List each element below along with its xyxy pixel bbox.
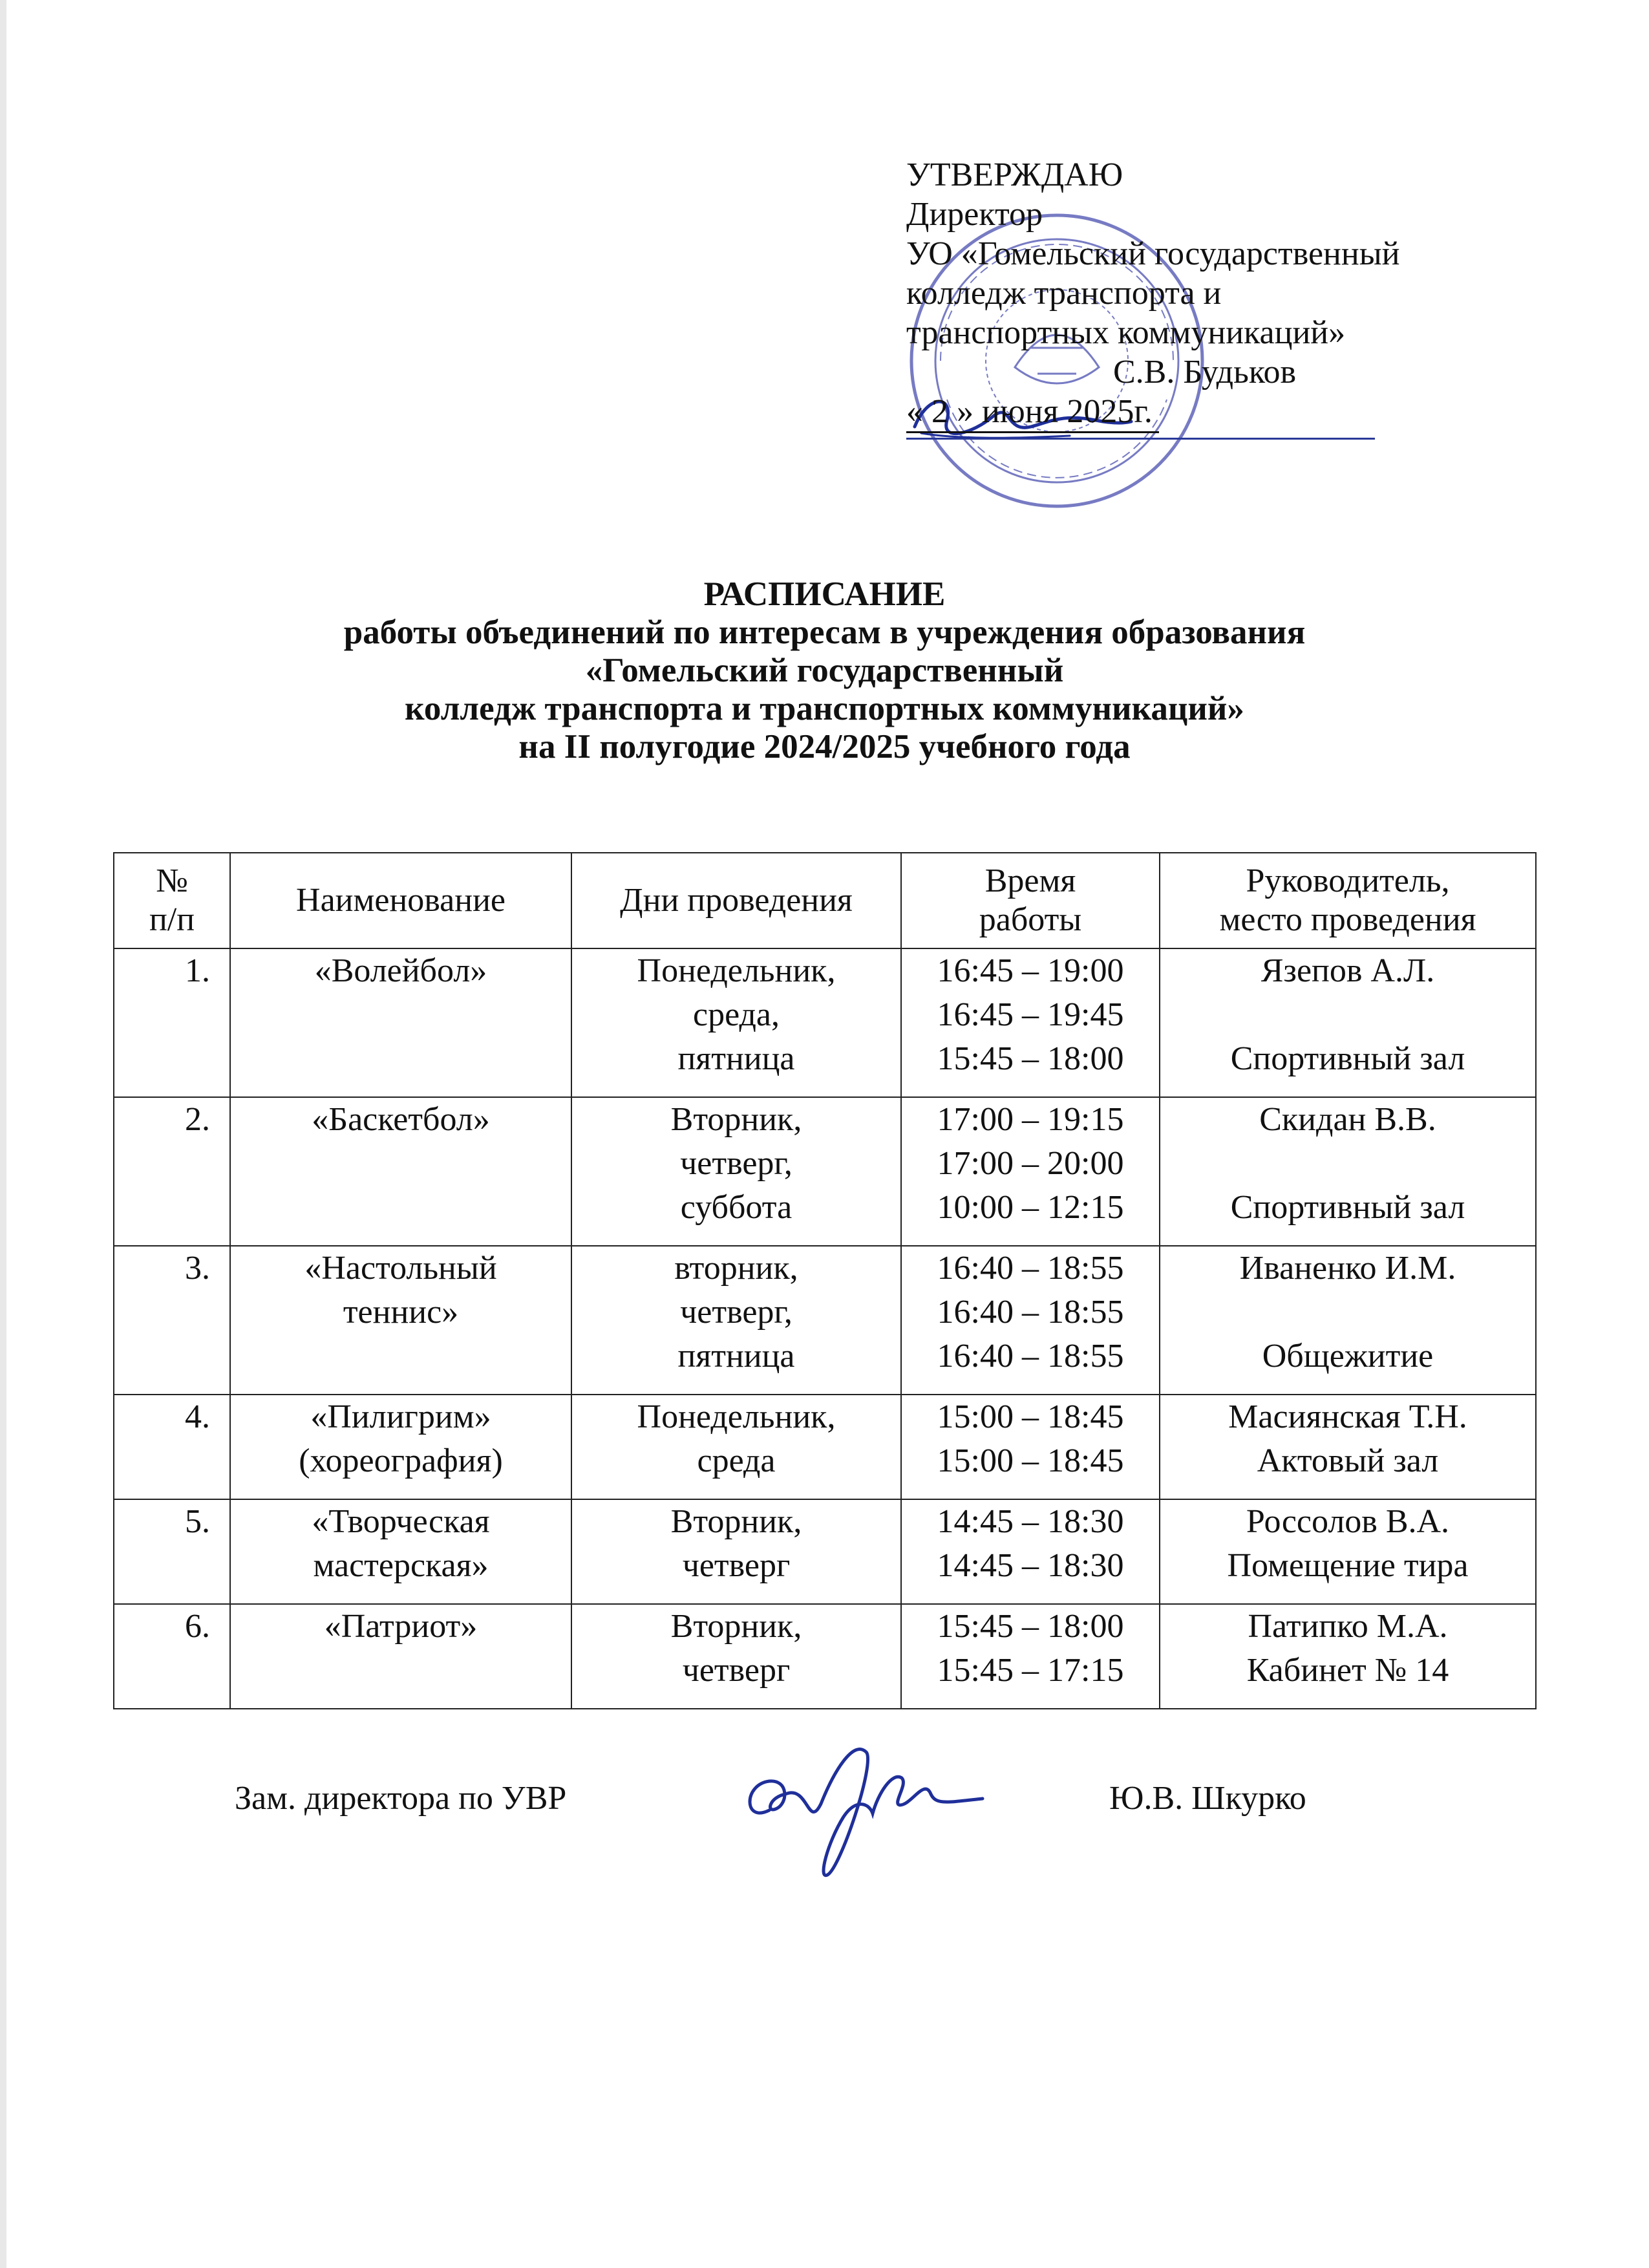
approval-position: Директор [906, 196, 1043, 233]
schedule-table [113, 852, 1537, 1709]
deputy-signature [730, 1733, 989, 1888]
cell-days: Вторник, четверг, суббота [571, 1097, 901, 1246]
approval-director-line [906, 352, 1566, 392]
cell-leader: Патипко М.А. Кабинет № 14 [1160, 1604, 1536, 1709]
director-signature-line [906, 438, 1375, 440]
title-line5: на II полугодие 2024/2025 учебного года [518, 728, 1131, 765]
cell-days: Понедельник, среда, пятница [571, 948, 901, 1097]
title-line2: работы объединений по интересам в учреждения образования [343, 614, 1306, 651]
cell-name: «Волейбол» [230, 948, 571, 1097]
cell-name: «Патриот» [230, 1604, 571, 1709]
title-line4: колледж транспорта и транспортных коммуникаций» [405, 690, 1244, 727]
cell-days: Вторник, четверг [571, 1604, 901, 1709]
scan-edge [0, 0, 6, 2268]
approval-date: « 2 » июня 2025г. [906, 392, 1159, 433]
cell-leader: Скидан В.В. Спортивный зал [1160, 1097, 1536, 1246]
cell-days: вторник, четверг, пятница [571, 1246, 901, 1395]
cell-num: 2. [114, 1097, 230, 1246]
header-num: № п/п [114, 853, 230, 948]
approval-heading: УТВЕРЖДАЮ [906, 156, 1123, 193]
approval-director-name: С.В. Будьков [1113, 354, 1297, 390]
approval-org-line2: колледж транспорта и [906, 275, 1222, 312]
cell-num: 1. [114, 948, 230, 1097]
cell-num: 3. [114, 1246, 230, 1395]
footer-position: Зам. директора по УВР [235, 1780, 567, 1817]
cell-days: Понедельник, среда [571, 1395, 901, 1499]
title-line3: «Гомельский государственный [585, 652, 1064, 689]
cell-leader: Масиянская Т.Н. Актовый зал [1160, 1395, 1536, 1499]
cell-leader: Язепов А.Л. Спортивный зал [1160, 948, 1536, 1097]
cell-leader: Иваненко И.М. Общежитие [1160, 1246, 1536, 1395]
header-name: Наименование [230, 853, 571, 948]
header-time: Время работы [901, 853, 1160, 948]
table-header-row [114, 853, 1536, 948]
cell-name: «Настольный теннис» [230, 1246, 571, 1395]
table-row [114, 1097, 1536, 1246]
table-row [114, 1395, 1536, 1499]
cell-times: 15:00 – 18:45 15:00 – 18:45 [901, 1395, 1160, 1499]
footer-name: Ю.В. Шкурко [1109, 1780, 1306, 1817]
cell-times: 17:00 – 19:15 17:00 – 20:00 10:00 – 12:15 [901, 1097, 1160, 1246]
title-line1: РАСПИСАНИЕ [703, 575, 946, 613]
cell-num: 5. [114, 1499, 230, 1604]
cell-days: Вторник, четверг [571, 1499, 901, 1604]
cell-name: «Пилигрим» (хореография) [230, 1395, 571, 1499]
cell-times: 16:45 – 19:00 16:45 – 19:45 15:45 – 18:00 [901, 948, 1160, 1097]
header-days: Дни проведения [571, 853, 901, 948]
cell-leader: Россолов В.А. Помещение тира [1160, 1499, 1536, 1604]
cell-name: «Творческая мастерская» [230, 1499, 571, 1604]
cell-times: 14:45 – 18:30 14:45 – 18:30 [901, 1499, 1160, 1604]
cell-num: 6. [114, 1604, 230, 1709]
approval-org-line1: УО «Гомельский государственный [906, 235, 1400, 272]
header-leader: Руководитель, место проведения [1160, 853, 1536, 948]
table-row [114, 1246, 1536, 1395]
cell-name: «Баскетбол» [230, 1097, 571, 1246]
table-row [114, 1499, 1536, 1604]
cell-times: 15:45 – 18:00 15:45 – 17:15 [901, 1604, 1160, 1709]
table-row [114, 1604, 1536, 1709]
cell-num: 4. [114, 1395, 230, 1499]
approval-block [906, 155, 1566, 433]
document-title [129, 575, 1520, 766]
cell-times: 16:40 – 18:55 16:40 – 18:55 16:40 – 18:55 [901, 1246, 1160, 1395]
table-row [114, 948, 1536, 1097]
approval-org-line3: транспортных коммуникаций» [906, 314, 1346, 351]
